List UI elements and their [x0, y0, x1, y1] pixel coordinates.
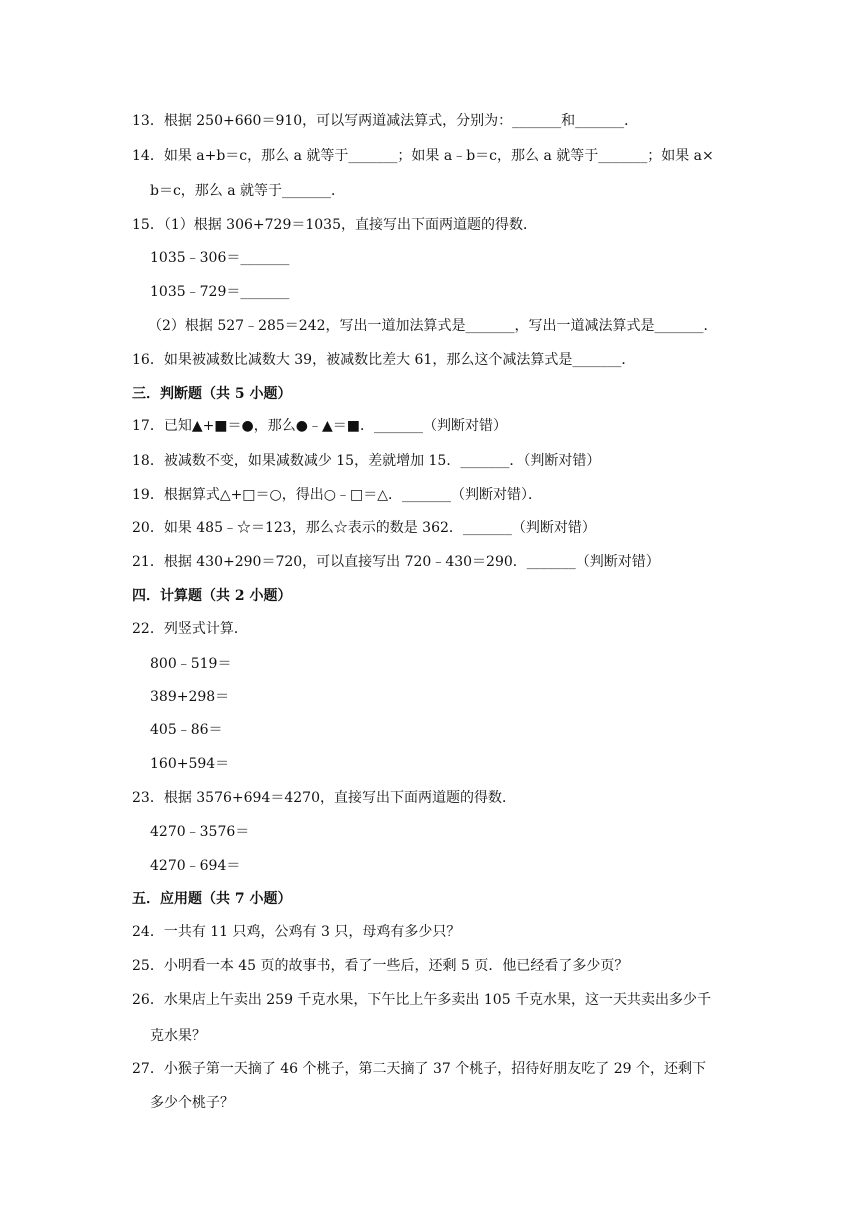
question-17: 17．已知▲+■＝●，那么●﹣▲＝■．_______（判断对错） [132, 418, 507, 434]
question-15: 15．（1）根据 306+729＝1035，直接写出下面两道题的得数． [132, 217, 537, 233]
question-23: 23．根据 3576+694＝4270，直接写出下面两道题的得数． [132, 790, 516, 806]
section-heading-calculation: 四．计算题（共 2 小题） [132, 588, 292, 604]
question-14: 14．如果 a+b＝c，那么 a 就等于_______；如果 a﹣b＝c，那么 a 就等于_______；如果 a× [132, 148, 714, 164]
question-19: 19．根据算式△+□＝○，得出○﹣□＝△．_______（判断对错）． [132, 487, 542, 503]
question-18: 18．被减数不变，如果减数减少 15，差就增加 15．_______．（判断对错） [132, 453, 601, 469]
question-15-part-2: （2）根据 527﹣285＝242，写出一道加法算式是_______，写出一道减法算式是_______． [148, 318, 718, 334]
question-20: 20．如果 485﹣☆＝123，那么☆表示的数是 362．_______（判断对错） [132, 520, 596, 536]
question-15-item-2: 1035﹣729＝_______ [150, 284, 290, 300]
question-22-item-4: 160+594＝ [150, 756, 230, 772]
question-14-cont: b＝c，那么 a 就等于_______． [150, 183, 346, 199]
question-16: 16．如果被减数比减数大 39，被减数比差大 61，那么这个减法算式是_______． [132, 352, 636, 368]
question-23-item-1: 4270﹣3576＝ [150, 824, 250, 840]
section-heading-application: 五．应用题（共 7 小题） [132, 891, 292, 907]
question-22-item-3: 405﹣86＝ [150, 722, 223, 738]
question-15-item-1: 1035﹣306＝_______ [150, 250, 290, 266]
section-heading-judgement: 三．判断题（共 5 小题） [132, 386, 292, 402]
question-25: 25．小明看一本 45 页的故事书，看了一些后，还剩 5 页．他已经看了多少页？ [132, 958, 629, 974]
question-13: 13．根据 250+660＝910，可以写两道减法算式，分别为：_______和_______． [132, 113, 639, 129]
question-24: 24．一共有 11 只鸡，公鸡有 3 只，母鸡有多少只？ [132, 924, 461, 940]
question-22: 22．列竖式计算． [132, 621, 248, 637]
question-27: 27．小猴子第一天摘了 46 个桃子，第二天摘了 37 个桃子，招待好朋友吃了 29 个，还剩下 [132, 1061, 706, 1077]
question-27-cont: 多少个桃子？ [150, 1095, 234, 1111]
question-26-cont: 克水果？ [150, 1028, 206, 1044]
question-23-item-2: 4270﹣694＝ [150, 858, 241, 874]
question-22-item-2: 389+298＝ [150, 689, 230, 705]
question-22-item-1: 800﹣519＝ [150, 656, 232, 672]
question-21: 21．根据 430+290＝720，可以直接写出 720﹣430＝290．_______（判断对错） [132, 554, 660, 570]
question-26: 26．水果店上午卖出 259 千克水果，下午比上午多卖出 105 千克水果，这一天共卖出多少千 [132, 992, 712, 1008]
